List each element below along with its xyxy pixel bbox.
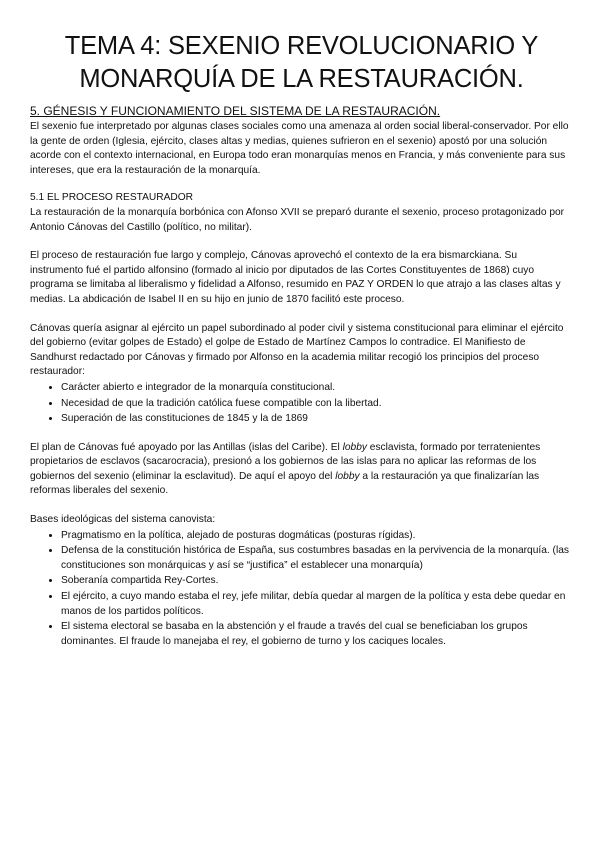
text-run: El plan de Cánovas fué apoyado por las Antillas (islas del Caribe). El (30, 441, 343, 453)
list-item: • Pragmatismo en la política, alejado de posturas dogmáticas (posturas rígidas). (61, 528, 573, 544)
list-item: • Superación de las constituciones de 1845 y la de 1869 (61, 411, 573, 427)
lobby-term: lobby (335, 470, 360, 482)
lobby-term: lobby (342, 441, 367, 453)
list-item: • Soberanía compartida Rey-Cortes. (61, 573, 573, 589)
sandhurst-principles-list (30, 380, 573, 427)
subsection-heading: 5.1 EL PROCESO RESTAURADOR (30, 192, 194, 204)
bases-heading: Bases ideológicas del sistema canovista: (30, 514, 216, 526)
text-run: esclavista, formado por terratenientes propietarios de esclavos (sacarocracia), presionó a los gobiernos de las islas para no aplicar las reformas de los gobiernos del sexenio (eliminar la esclavitud). De aquí el apoyo del (30, 441, 541, 482)
list-item: • Necesidad de que la tradición católica fuese compatible con la libertad. (61, 396, 573, 412)
intro-paragraph: El sexenio fue interpretado por algunas clases sociales como una amenaza al orden social liberal-conservador. Por ello la gente de orden (Iglesia, ejército, clases altas y medias, quienes sufrieron en el sexenio) apostó por una solución acorde con el contexto internacional, en Europa todo eran monarquías menos en Francia, y más conveniente para sus intereses, que era la restauración de la monarquía. (30, 121, 569, 176)
section-heading: 5. GÉNESIS Y FUNCIONAMIENTO DEL SISTEMA DE LA RESTAURACIÓN. (30, 104, 441, 118)
title-line-2: MONARQUÍA DE LA RESTAURACIÓN. (79, 65, 524, 93)
page-title (30, 30, 573, 96)
paragraph-army: Cánovas quería asignar al ejército un papel subordinado al poder civil y sistema constitucional para eliminar el ejército del gobierno (evitar golpes de Estado) el golpe de Estado de Martínez Campos lo contradice. El Manifiesto de Sandhurst redactado por Cánovas y firmado por Alfonso en la academia militar recogió los principios del proceso restaurador: (30, 322, 564, 378)
title-line-1: TEMA 4: SEXENIO REVOLUCIONARIO Y (64, 32, 539, 60)
list-item: • El sistema electoral se basaba en la abstención y el fraude a través del cual se beneficiaban los grupos dominantes. El fraude lo manejaba el rey, el gobierno de turno y los caciques locales. (61, 619, 573, 649)
list-item: • El ejército, a cuyo mando estaba el rey, jefe militar, debía quedar al margen de la política y esta debe quedar en manos de los partidos políticos. (61, 589, 573, 619)
paragraph-process: El proceso de restauración fue largo y complejo, Cánovas aprovechó el contexto de la era bismarckiana. Su instrumento fué el partido alfonsino (formado al inicio por diputados de las Cortes Constituyentes de 1868) cuyo programa se limitaba al liberalismo y fidelidad a Alfonso, resumido en PAZ Y ORDEN lo que atrajo a las clases altas y medias. La abdicación de Isabel II en su hijo en junio de 1870 facilitó este proceso. (30, 250, 561, 305)
list-item: • Defensa de la constitución histórica de España, sus costumbres basadas en la pervivencia de la monarquía. (las constituciones son monárquicas y así se “justifica” el establecer una monarquía) (61, 543, 573, 573)
paragraph-restoration: La restauración de la monarquía borbónica con Afonso XVII se preparó durante el sexenio, proceso protagonizado por Antonio Cánovas del Castillo (político, no militar). (30, 206, 565, 233)
text-run: a la restauración ya que finalizarían las reformas liberales del sexenio. (30, 470, 540, 497)
paragraph-antillas (30, 441, 573, 499)
ideological-bases-list (30, 528, 573, 650)
list-item: • Carácter abierto e integrador de la monarquía constitucional. (61, 380, 573, 396)
